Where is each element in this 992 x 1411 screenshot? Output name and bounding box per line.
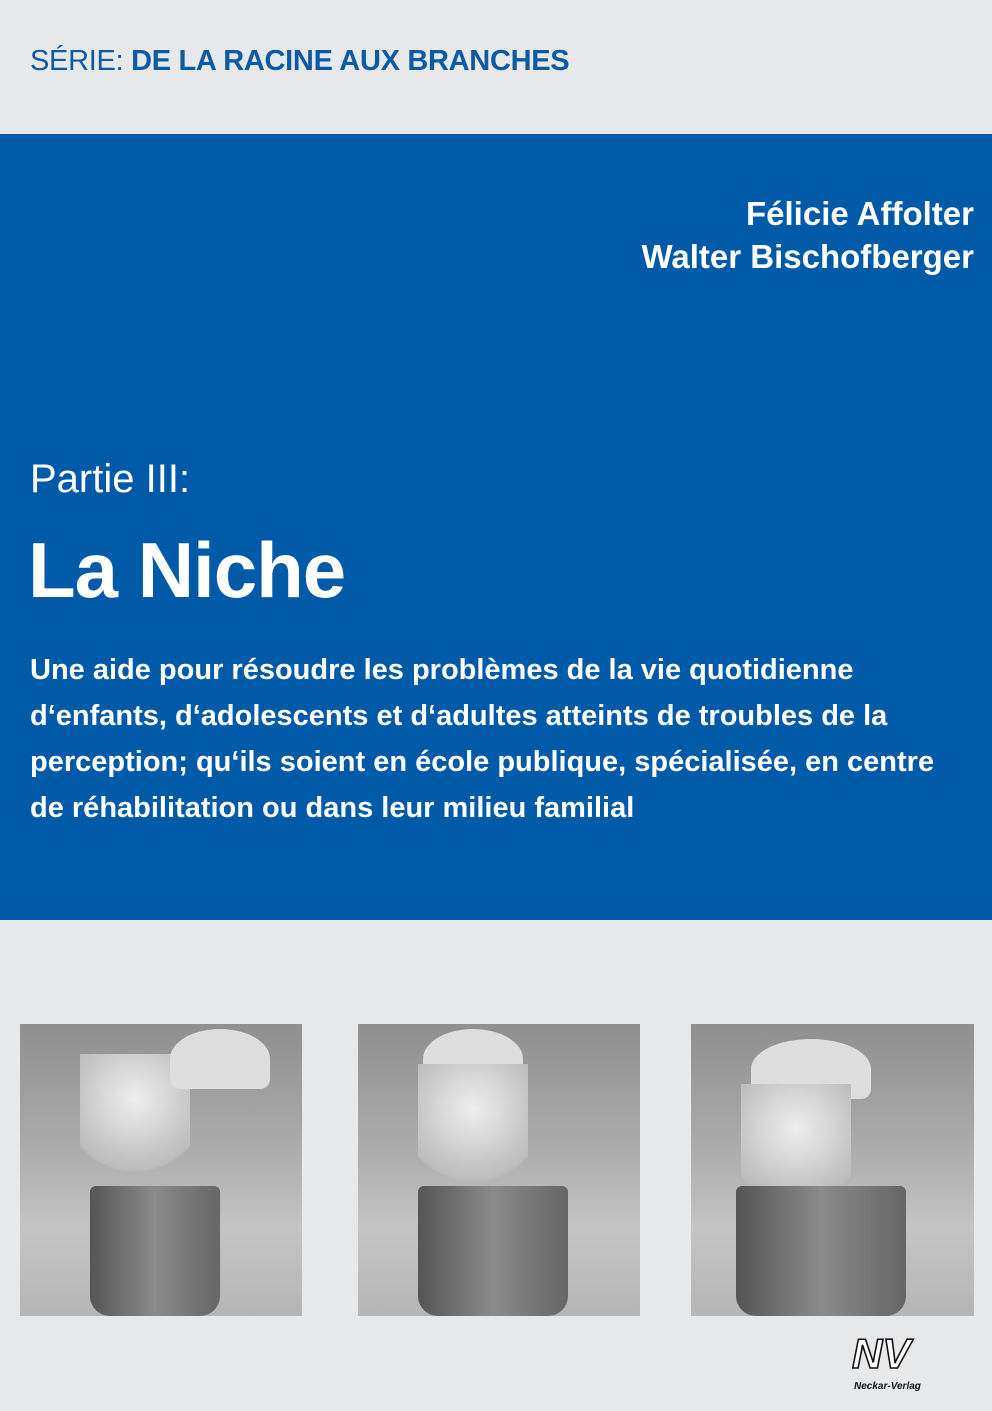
series-prefix: SÉRIE:: [30, 45, 124, 77]
authors: [641, 192, 974, 278]
publisher-logo-icon: [852, 1334, 972, 1376]
photo-child-looking-down: [691, 1024, 974, 1316]
title-band: [0, 134, 992, 920]
book-title: La Niche: [28, 526, 346, 614]
photo-child-in-bucket: [358, 1024, 640, 1316]
book-subtitle: Une aide pour résoudre les problèmes de la vie quotidienne d‘enfants, d‘adolescents et d‘adultes atteints de troubles de la perception; qu‘ils soient en école publique, spécialisée, en centre de réhabilitation ou dans leur milieu familial: [30, 654, 935, 824]
publisher-name: Neckar-Verlag: [854, 1381, 921, 1392]
series-name: DE LA RACINE AUX BRANCHES: [131, 45, 570, 77]
author: Félicie Affolter: [746, 195, 974, 232]
author: Walter Bischofberger: [641, 238, 974, 275]
part-label: Partie III:: [30, 457, 191, 501]
series-title: [30, 44, 569, 78]
publisher-logo-mark: NV: [852, 1334, 911, 1376]
photo-child-climbing-bucket: [20, 1024, 302, 1316]
